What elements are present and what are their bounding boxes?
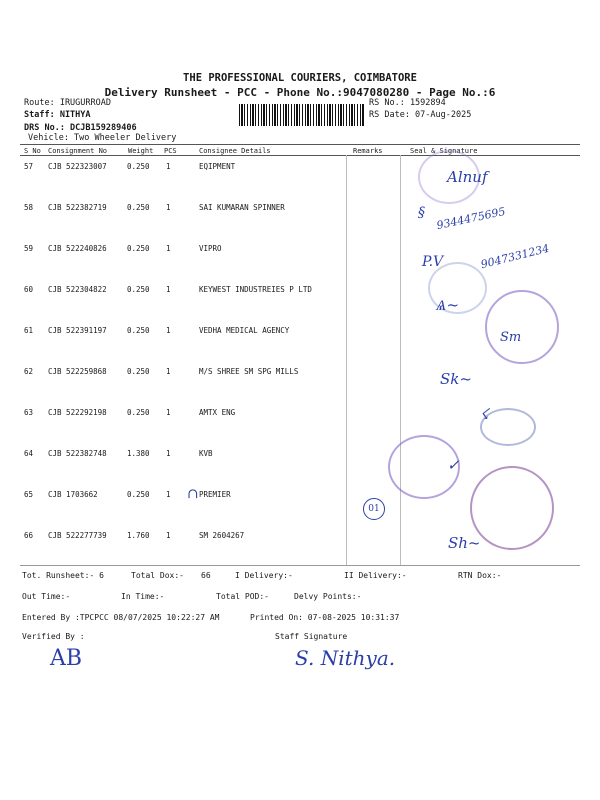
col-consignment: Consignment No xyxy=(48,147,108,155)
col-weight: Weight xyxy=(128,147,154,155)
delvy-points: Delvy Points:- xyxy=(294,592,362,601)
row-consignment: CJB 522382748 xyxy=(48,449,107,458)
footer-rule xyxy=(20,565,580,566)
row-pcs: 1 xyxy=(166,531,171,540)
row-sno: 62 xyxy=(24,367,34,376)
row-weight: 0.250 xyxy=(127,490,150,499)
signature-row-62: Sk~ xyxy=(440,370,472,388)
row-pcs: 1 xyxy=(166,449,171,458)
row-sno: 63 xyxy=(24,408,34,417)
route-label: Route: IRUGURROAD xyxy=(24,98,111,108)
ii-delivery: II Delivery:- xyxy=(344,571,407,580)
company-name: THE PROFESSIONAL COURIERS, COIMBATORE xyxy=(183,72,417,84)
row-consignment: CJB 522259868 xyxy=(48,367,107,376)
row-consignee: M/S SHREE SM SPG MILLS xyxy=(199,367,299,376)
row-weight: 1.380 xyxy=(127,449,150,458)
row-consignment: CJB 1703662 xyxy=(48,490,98,499)
row-pcs: 1 xyxy=(166,408,171,417)
table-row xyxy=(0,203,600,244)
signature-row-63: ☇ xyxy=(480,405,489,423)
runsheet-title: Delivery Runsheet - PCC - Phone No.:9047080280 - Page No.:6 xyxy=(104,86,496,99)
signature-row-60: Ѧ~ xyxy=(436,296,460,314)
row-sno: 65 xyxy=(24,490,34,499)
check-mark: ∩ xyxy=(187,486,199,502)
row-consignment: CJB 522323007 xyxy=(48,162,107,171)
row-pcs: 1 xyxy=(166,285,171,294)
row-weight: 0.250 xyxy=(127,244,150,253)
in-time: In Time:- xyxy=(121,592,165,601)
table-row xyxy=(0,367,600,408)
row-consignment: CJB 522304822 xyxy=(48,285,107,294)
row-weight: 0.250 xyxy=(127,203,150,212)
row-weight: 0.250 xyxy=(127,367,150,376)
drs-number: DRS No.: DCJB159289406 xyxy=(24,123,137,133)
tot-runsheet: Tot. Runsheet:- 6 xyxy=(22,571,104,580)
entered-by: Entered By :TPCPCC 08/07/2025 10:22:27 AM xyxy=(22,613,220,622)
printed-on: Printed On: 07-08-2025 10:31:37 xyxy=(250,613,400,622)
row-sno: 60 xyxy=(24,285,34,294)
company-seal-stamp xyxy=(470,466,554,550)
signature-row-61: Sm xyxy=(500,330,522,345)
row-pcs: 1 xyxy=(166,490,171,499)
col-seal-signature: Seal & Signature xyxy=(410,147,478,155)
col-consignee: Consignee Details xyxy=(199,147,271,155)
verified-by: Verified By : xyxy=(22,632,85,641)
table-header-rule xyxy=(20,155,580,156)
signature-row-66: Sh~ xyxy=(448,534,481,552)
row-consignee: EQIPMENT xyxy=(199,162,236,171)
rtn-dox: RTN Dox:- xyxy=(458,571,502,580)
row-consignment: CJB 522391197 xyxy=(48,326,107,335)
total-dox-value: 66 xyxy=(201,571,211,580)
row-sno: 66 xyxy=(24,531,34,540)
row-sno: 57 xyxy=(24,162,34,171)
row-weight: 0.250 xyxy=(127,408,150,417)
row-weight: 0.250 xyxy=(127,326,150,335)
row-weight: 0.250 xyxy=(127,285,150,294)
col-sno: S No xyxy=(24,147,41,155)
total-pod: Total POD:- xyxy=(216,592,269,601)
row-pcs: 1 xyxy=(166,244,171,253)
staff-handwritten-signature: S. Nithya. xyxy=(295,646,396,670)
row-pcs: 1 xyxy=(166,162,171,171)
row-consignee: VIPRO xyxy=(199,244,222,253)
barcode xyxy=(239,104,364,126)
handwritten-phone-1: 9344475695 xyxy=(435,204,507,233)
company-seal-stamp xyxy=(485,290,559,364)
row-consignment: CJB 522277739 xyxy=(48,531,107,540)
row-consignee: PREMIER xyxy=(199,490,231,499)
rs-date: RS Date: 07-Aug-2025 xyxy=(369,110,472,120)
row-weight: 0.250 xyxy=(127,162,150,171)
row-consignee: SM 2604267 xyxy=(199,531,245,540)
row-consignment: CJB 522382719 xyxy=(48,203,107,212)
row-sno: 59 xyxy=(24,244,34,253)
row-consignee: AMTX ENG xyxy=(199,408,236,417)
signature-row-57: Alnuf xyxy=(447,168,488,186)
row-consignee: KEYWEST INDUSTREIES P LTD xyxy=(199,285,312,294)
row-sno: 61 xyxy=(24,326,34,335)
row-pcs: 1 xyxy=(166,367,171,376)
staff-label: Staff: NITHYA xyxy=(24,110,91,120)
company-seal-stamp xyxy=(480,408,536,446)
vehicle-label: Vehicle: Two Wheeler Delivery xyxy=(28,133,177,143)
row-sno: 64 xyxy=(24,449,34,458)
signature-row-59: P.V xyxy=(422,254,444,270)
row-consignment: CJB 522292198 xyxy=(48,408,107,417)
table-top-rule xyxy=(20,144,580,145)
i-delivery: I Delivery:- xyxy=(235,571,293,580)
row-consignment: CJB 522240826 xyxy=(48,244,107,253)
row-consignee: SAI KUMARAN SPINNER xyxy=(199,203,285,212)
total-dox-label: Total Dox:- xyxy=(131,571,184,580)
table-row xyxy=(0,162,600,203)
verified-signature: AB xyxy=(50,646,83,671)
handwritten-phone-2: 9047331234 xyxy=(479,241,551,272)
row-consignee: VEDHA MEDICAL AGENCY xyxy=(199,326,290,335)
signature-row-64: ✓ xyxy=(447,456,460,474)
rs-number: RS No.: 1592894 xyxy=(369,98,446,108)
row-weight: 1.760 xyxy=(127,531,150,540)
staff-signature-label: Staff Signature xyxy=(275,632,348,641)
col-remarks: Remarks xyxy=(353,147,383,155)
row-consignee: KVB xyxy=(199,449,213,458)
col-pcs: PCS xyxy=(164,147,177,155)
signature-row-58: § xyxy=(418,205,425,221)
row-pcs: 1 xyxy=(166,203,171,212)
row-sno: 58 xyxy=(24,203,34,212)
circled-number: 01 xyxy=(363,498,385,520)
out-time: Out Time:- xyxy=(22,592,71,601)
row-pcs: 1 xyxy=(166,326,171,335)
